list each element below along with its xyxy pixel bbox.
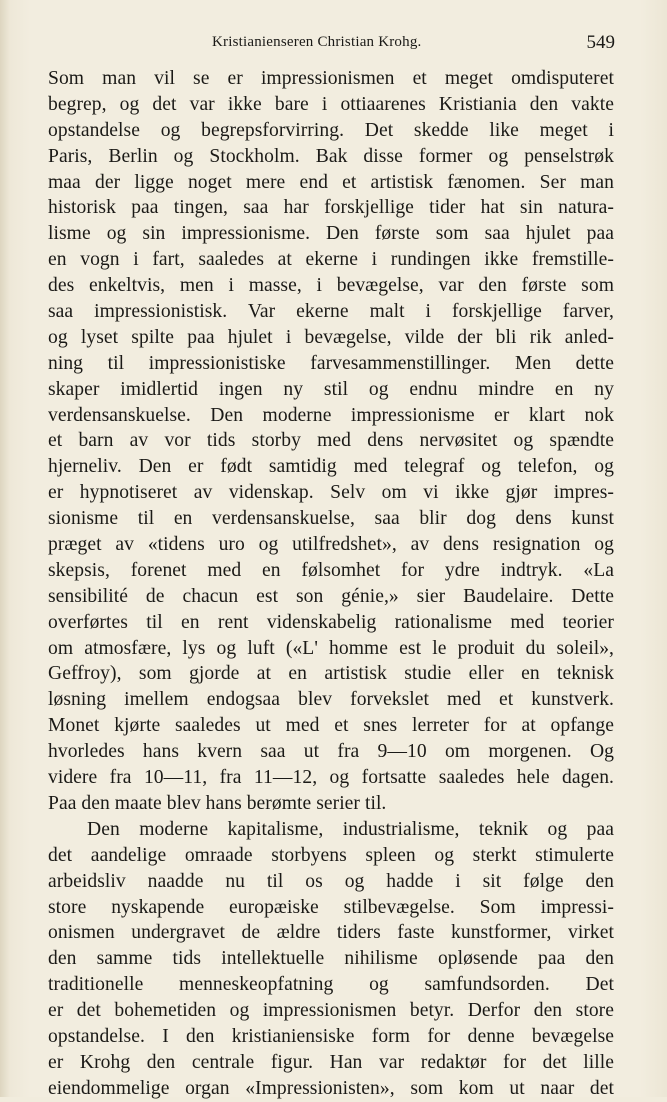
page-number: 549	[586, 32, 615, 53]
text-line: videre fra 10—11, fra 11—12, og fortsatte saaledes hele dagen.	[48, 767, 614, 789]
text-line: sensibilité de chacun est son génie,» sier Baudelaire. Dette	[48, 585, 614, 607]
text-line: præget av «tidens uro og utilfredshet», av dens resignation og	[48, 534, 614, 556]
text-line: Monet kjørte saaledes ut med et snes lerreter for at opfange	[48, 715, 614, 737]
text-line: Som man vil se er impressionismen et meget omdisputeret	[48, 68, 614, 89]
text-line: et barn av vor tids storby med dens nervøsitet og spændte	[48, 430, 614, 452]
text-line: Paris, Berlin og Stockholm. Bak disse former og penselstrøk	[48, 145, 614, 167]
text-line: er det bohemetiden og impressionismen betyr. Derfor den store	[48, 1000, 614, 1022]
text-line: store nyskapende europæiske stilbevægelse. Som impressi-	[48, 896, 614, 918]
text-line: Paa den maate blev hans berømte serier til.	[48, 792, 387, 814]
text-line: historisk paa tingen, saa har forskjellige tider hat sin natura-	[48, 197, 614, 219]
running-title: Kristianienseren Christian Krohg.	[212, 34, 422, 50]
text-line: ning til impressionistiske farvesammenstillinger. Men dette	[48, 352, 614, 374]
text-line: den samme tids intellektuelle nihilisme opløsende paa den	[48, 948, 614, 970]
text-line: des enkeltvis, men i masse, i bevægelse, var den første som	[48, 275, 614, 297]
text-line: løsning imellem endogsaa blev forvekslet med et kunstverk.	[48, 689, 614, 711]
text-line: sionisme til en verdensanskuelse, saa blir dog dens kunst	[48, 508, 614, 530]
text-line: saa impressionistisk. Var ekerne malt i forskjellige farver,	[48, 301, 614, 323]
text-line: en vogn i fart, saaledes at ekerne i rundingen ikke fremstille-	[48, 249, 614, 271]
page-header	[48, 32, 615, 56]
text-line: om atmosfære, lys og luft («L' homme est le produit du soleil»,	[48, 637, 614, 659]
text-line: opstandelse. I den kristianiensiske form for denne bevægelse	[48, 1025, 614, 1047]
text-line: skaper imidlertid ingen ny stil og endnu mindre en ny	[48, 378, 614, 400]
text-line: maa der ligge noget mere end et artistisk fænomen. Ser man	[48, 171, 614, 193]
text-line: arbeidsliv naadde nu til os og hadde i sit følge den	[48, 870, 614, 892]
text-line: eiendommelige organ «Impressionisten», som kom ut naar det	[48, 1077, 614, 1099]
text-line: skepsis, forenet med en følsomhet for ydre indtryk. «La	[48, 559, 614, 581]
body-text	[48, 66, 614, 1102]
text-line: er Krohg den centrale figur. Han var redaktør for det lille	[48, 1051, 614, 1073]
text-line: opstandelse og begrepsforvirring. Det skedde like meget i	[48, 119, 614, 141]
text-line: begrep, og det var ikke bare i ottiaarenes Kristiania den vakte	[48, 93, 614, 115]
text-line: lisme og sin impressionisme. Den første som saa hjulet paa	[48, 223, 614, 245]
text-line: onismen undergravet de ældre tiders faste kunstformer, virket	[48, 922, 614, 944]
text-line: det aandelige omraade storbyens spleen og sterkt stimulerte	[48, 844, 614, 866]
text-line: Den moderne kapitalisme, industrialisme, teknik og paa	[87, 818, 614, 840]
text-line: traditionelle menneskeopfatning og samfundsorden. Det	[48, 974, 614, 996]
text-line: og lyset spilte paa hjulet i bevægelse, vilde der bli rik anled-	[48, 326, 614, 348]
text-line: overførtes til en rent videnskabelig rationalisme med teorier	[48, 611, 614, 633]
text-line: verdensanskuelse. Den moderne impressionisme er klart nok	[48, 404, 614, 426]
text-line: Geffroy), som gjorde at en artistisk studie eller en teknisk	[48, 663, 614, 685]
text-line: hvorledes hans kvern saa ut fra 9—10 om morgenen. Og	[48, 741, 614, 763]
text-line: hjerneliv. Den er født samtidig med telegraf og telefon, og	[48, 456, 614, 478]
text-line: er hypnotiseret av videnskap. Selv om vi ikke gjør impres-	[48, 482, 614, 504]
